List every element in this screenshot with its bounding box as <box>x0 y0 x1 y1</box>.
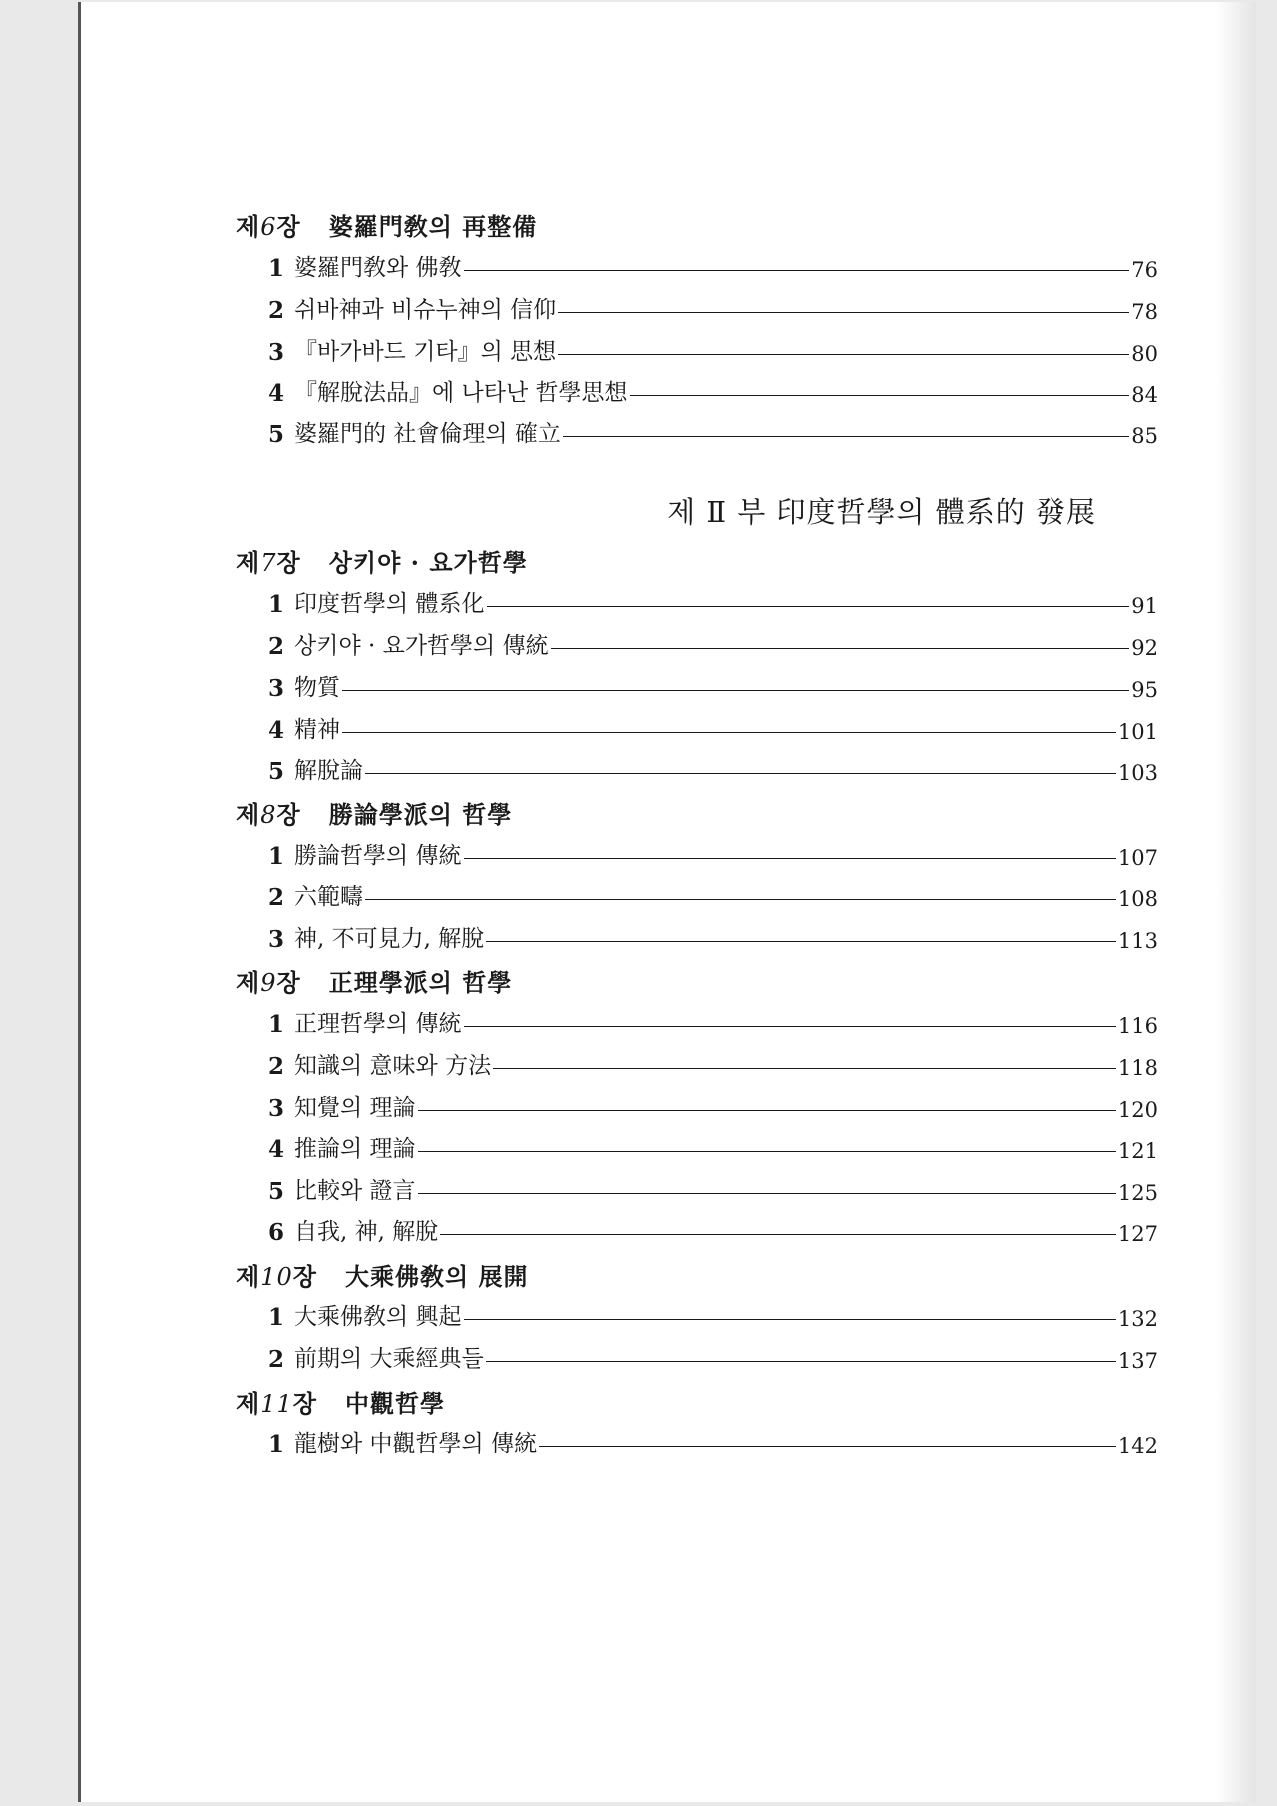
entry-title: 前期의 大乘經典들 <box>294 1346 484 1372</box>
entry-page-number: 118 <box>1117 1056 1158 1080</box>
entry-index: 4 <box>268 1136 285 1163</box>
toc-entry <box>268 628 1158 660</box>
entry-title: 『解脫法品』에 나타난 哲學思想 <box>294 380 628 406</box>
entry-index: 3 <box>268 1095 285 1122</box>
leader-line <box>486 1361 1116 1362</box>
entry-title: 物質 <box>294 675 341 701</box>
leader-line <box>464 858 1116 859</box>
book-page <box>78 2 1256 1802</box>
leader-line <box>630 395 1130 396</box>
entry-index: 3 <box>268 675 285 702</box>
entry-page-number: 108 <box>1117 887 1158 911</box>
entry-title: 婆羅門敎와 佛敎 <box>294 255 462 281</box>
chapter-suffix: 장 <box>292 1389 317 1418</box>
leader-line <box>365 899 1116 900</box>
toc-entry <box>268 921 1158 953</box>
leader-line <box>440 1234 1116 1235</box>
toc-entry <box>268 753 1158 785</box>
chapter-prefix: 제 <box>236 968 261 997</box>
entry-index: 5 <box>268 421 285 448</box>
chapter-suffix: 장 <box>292 1262 317 1291</box>
toc-entry <box>268 670 1158 702</box>
chapter-heading <box>236 963 512 998</box>
entry-page-number: 78 <box>1131 300 1158 324</box>
entry-index: 1 <box>268 1011 285 1038</box>
entry-title: 解脫論 <box>294 758 364 784</box>
entry-title: 『바가바드 기타』의 思想 <box>294 339 557 365</box>
entry-page-number: 132 <box>1117 1307 1158 1331</box>
leader-line <box>418 1151 1116 1152</box>
entry-title: 知覺의 理論 <box>294 1095 416 1121</box>
entry-title: 神, 不可見力, 解脫 <box>294 926 485 952</box>
entry-page-number: 142 <box>1117 1434 1158 1458</box>
leader-line <box>342 732 1116 733</box>
entry-title: 推論의 理論 <box>294 1136 416 1162</box>
entry-page-number: 107 <box>1117 846 1158 870</box>
leader-line <box>418 1110 1116 1111</box>
toc-entry <box>268 1006 1158 1038</box>
chapter-prefix: 제 <box>236 800 261 829</box>
chapter-number: 8 <box>260 801 277 829</box>
entry-index: 2 <box>268 884 285 911</box>
leader-line <box>464 1026 1116 1027</box>
chapter-title: 婆羅門敎의 再整備 <box>328 212 538 241</box>
entry-page-number: 113 <box>1117 929 1158 953</box>
toc-entry <box>268 292 1158 324</box>
toc-entry <box>268 334 1158 366</box>
chapter-title: 中觀哲學 <box>345 1389 445 1418</box>
chapter-prefix: 제 <box>236 548 261 577</box>
entry-page-number: 80 <box>1131 342 1158 366</box>
entry-title: 勝論哲學의 傳統 <box>294 843 462 869</box>
toc-entry <box>268 375 1158 407</box>
leader-line <box>493 1068 1116 1069</box>
entry-title: 比較와 證言 <box>294 1178 416 1204</box>
leader-line <box>558 354 1129 355</box>
entry-page-number: 116 <box>1117 1014 1158 1038</box>
entry-page-number: 103 <box>1117 761 1158 785</box>
entry-page-number: 84 <box>1131 383 1158 407</box>
entry-page-number: 95 <box>1131 678 1158 702</box>
toc-entry <box>268 416 1158 448</box>
chapter-heading <box>236 795 512 830</box>
leader-line <box>464 270 1130 271</box>
entry-page-number: 85 <box>1131 424 1158 448</box>
leader-line <box>563 436 1129 437</box>
chapter-number: 6 <box>260 213 277 241</box>
entry-page-number: 76 <box>1131 258 1158 282</box>
entry-index: 1 <box>268 1431 285 1458</box>
entry-page-number: 137 <box>1117 1349 1158 1373</box>
toc-entry <box>268 1214 1158 1246</box>
entry-page-number: 101 <box>1117 720 1158 744</box>
entry-title: 婆羅門的 社會倫理의 確立 <box>294 421 561 447</box>
chapter-prefix: 제 <box>236 1262 261 1291</box>
toc-entry <box>268 1299 1158 1331</box>
toc-entry <box>268 1131 1158 1163</box>
leader-line <box>365 773 1116 774</box>
leader-line <box>464 1319 1116 1320</box>
entry-index: 1 <box>268 255 285 282</box>
entry-index: 2 <box>268 1346 285 1373</box>
toc-entry <box>268 1173 1158 1205</box>
entry-page-number: 121 <box>1117 1139 1158 1163</box>
table-of-contents <box>81 2 1256 1802</box>
chapter-heading <box>236 543 528 578</box>
chapter-suffix: 장 <box>276 212 301 241</box>
entry-index: 1 <box>268 843 285 870</box>
entry-index: 2 <box>268 297 285 324</box>
chapter-number: 11 <box>260 1390 293 1418</box>
entry-index: 1 <box>268 1304 285 1331</box>
chapter-number: 7 <box>260 549 277 577</box>
entry-page-number: 127 <box>1117 1222 1158 1246</box>
chapter-suffix: 장 <box>276 548 301 577</box>
leader-line <box>551 648 1130 649</box>
entry-index: 2 <box>268 633 285 660</box>
leader-line <box>487 606 1130 607</box>
entry-index: 3 <box>268 339 285 366</box>
entry-title: 상키야 · 요가哲學의 傳統 <box>294 633 549 659</box>
entry-page-number: 92 <box>1131 636 1158 660</box>
entry-index: 4 <box>268 380 285 407</box>
entry-title: 精神 <box>294 717 341 743</box>
leader-line <box>558 312 1129 313</box>
leader-line <box>418 1193 1116 1194</box>
chapter-title: 正理學派의 哲學 <box>328 968 513 997</box>
leader-line <box>486 941 1116 942</box>
leader-line <box>342 690 1129 691</box>
entry-title: 龍樹와 中觀哲學의 傳統 <box>294 1431 538 1457</box>
entry-index: 5 <box>268 758 285 785</box>
toc-entry <box>268 1048 1158 1080</box>
entry-index: 6 <box>268 1219 285 1246</box>
toc-entry <box>268 586 1158 618</box>
entry-page-number: 125 <box>1117 1181 1158 1205</box>
chapter-title: 大乘佛敎의 展開 <box>345 1262 529 1291</box>
entry-index: 1 <box>268 591 285 618</box>
entry-index: 3 <box>268 926 285 953</box>
entry-title: 知識의 意味와 方法 <box>294 1053 492 1079</box>
chapter-heading <box>236 207 537 242</box>
entry-page-number: 120 <box>1117 1098 1158 1122</box>
entry-index: 5 <box>268 1178 285 1205</box>
chapter-heading <box>236 1257 529 1292</box>
entry-title: 大乘佛敎의 興起 <box>294 1304 462 1330</box>
toc-entry <box>268 250 1158 282</box>
toc-entry <box>268 1090 1158 1122</box>
chapter-prefix: 제 <box>236 212 261 241</box>
chapter-prefix: 제 <box>236 1389 261 1418</box>
entry-index: 4 <box>268 717 285 744</box>
entry-title: 印度哲學의 體系化 <box>294 591 485 617</box>
chapter-suffix: 장 <box>276 968 301 997</box>
chapter-number: 9 <box>260 969 277 997</box>
entry-page-number: 91 <box>1131 594 1158 618</box>
entry-title: 六範疇 <box>294 884 364 910</box>
chapter-title: 勝論學派의 哲學 <box>328 800 513 829</box>
part-heading: 제 Ⅱ 부 印度哲學의 體系的 發展 <box>667 495 1096 529</box>
chapter-suffix: 장 <box>276 800 301 829</box>
toc-entry <box>268 712 1158 744</box>
entry-title: 쉬바神과 비슈누神의 信仰 <box>294 297 557 323</box>
chapter-number: 10 <box>260 1263 293 1291</box>
toc-entry <box>268 1426 1158 1458</box>
chapter-title: 상키야 · 요가哲學 <box>328 548 528 577</box>
toc-entry <box>268 838 1158 870</box>
entry-title: 正理哲學의 傳統 <box>294 1011 462 1037</box>
toc-entry <box>268 1341 1158 1373</box>
toc-entry <box>268 879 1158 911</box>
entry-index: 2 <box>268 1053 285 1080</box>
leader-line <box>539 1446 1116 1447</box>
entry-title: 自我, 神, 解脫 <box>294 1219 439 1245</box>
chapter-heading <box>236 1384 445 1419</box>
